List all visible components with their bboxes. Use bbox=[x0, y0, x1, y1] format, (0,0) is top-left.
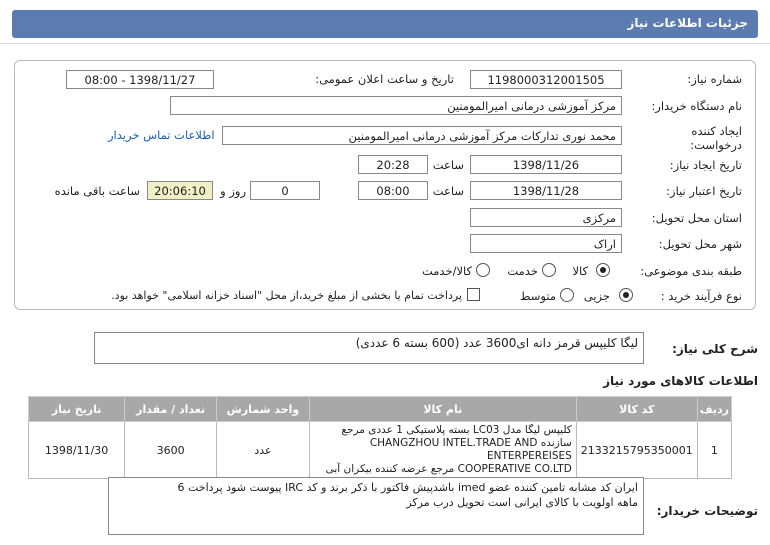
created-date-label: تاریخ ایجاد نیاز: bbox=[669, 158, 742, 172]
province-label: استان محل تحویل: bbox=[651, 211, 742, 225]
validity-time-label: ساعت bbox=[432, 184, 464, 198]
items-table bbox=[28, 396, 732, 479]
category-radio-goods-service[interactable] bbox=[476, 263, 490, 277]
city-label: شهر محل تحویل: bbox=[658, 237, 742, 251]
cell-name bbox=[309, 422, 576, 479]
province-field: مرکزی bbox=[470, 208, 622, 227]
category-option-goods-service: کالا/خدمت bbox=[421, 264, 472, 278]
col-date: تاریخ نیاز bbox=[29, 397, 125, 422]
summary-field: لیگا کلیپس قرمز دانه ای3600 عدد (600 بسته 6 عددی) bbox=[94, 332, 644, 364]
process-radio-medium[interactable] bbox=[560, 288, 574, 302]
cell-date: 1398/11/30 bbox=[29, 422, 125, 479]
need-number-label: شماره نیاز: bbox=[687, 72, 742, 86]
cell-code: 2133215795350001 bbox=[576, 422, 697, 479]
category-radio-goods[interactable] bbox=[596, 263, 610, 277]
buyer-contact-link[interactable]: اطلاعات تماس خریدار bbox=[108, 128, 215, 142]
category-label: طبقه بندی موضوعی: bbox=[640, 264, 742, 278]
category-option-goods: کالا bbox=[572, 264, 588, 278]
creator-label-2: درخواست: bbox=[690, 138, 742, 152]
cell-name-line-1: کلیپس لیگا مدل LC03 بسته پلاستیکی 1 عددی مرجع bbox=[341, 424, 572, 436]
treasury-payment-note: پرداخت تمام یا بخشی از مبلغ خرید،از محل "اسناد خزانه اسلامی" خواهد بود. bbox=[111, 289, 462, 302]
cell-qty: 3600 bbox=[125, 422, 217, 479]
col-name: نام کالا bbox=[309, 397, 576, 422]
validity-date-field: 1398/11/28 bbox=[470, 181, 622, 200]
buyer-org-field: مرکز آموزشی درمانی امیرالمومنین bbox=[170, 96, 622, 115]
summary-label: شرح کلی نیاز: bbox=[672, 342, 758, 356]
validity-label: تاریخ اعتبار نیاز: bbox=[666, 184, 742, 198]
cell-name-line-2: سازنده CHANGZHOU INTEL.TRADE AND ENTERPEREISES bbox=[369, 437, 572, 462]
announce-label: تاریخ و ساعت اعلان عمومی: bbox=[315, 72, 454, 86]
notes-field bbox=[108, 477, 644, 535]
category-option-service: خدمت bbox=[507, 264, 538, 278]
items-section-title: اطلاعات کالاهای مورد نیاز bbox=[603, 374, 758, 388]
col-unit: واحد شمارش bbox=[217, 397, 310, 422]
col-code: کد کالا bbox=[576, 397, 697, 422]
items-table-header bbox=[29, 397, 732, 422]
created-time-field: 20:28 bbox=[358, 155, 428, 174]
validity-time-field: 08:00 bbox=[358, 181, 428, 200]
city-field: اراک bbox=[470, 234, 622, 253]
creator-label-1: ایجاد کننده bbox=[691, 124, 742, 138]
cell-unit: عدد bbox=[217, 422, 310, 479]
notes-label: توضیحات خریدار: bbox=[656, 504, 758, 518]
created-time-label: ساعت bbox=[432, 158, 464, 172]
need-number-field: 1198000312001505 bbox=[470, 70, 622, 89]
notes-line-2: ماهه اولویت با کالای ایرانی است تحویل درب مرکز bbox=[406, 496, 638, 509]
notes-line-1: ایران کد مشابه تامین کننده عضو imed باشدپیش فاکتور با ذکر برند و کد IRC پیوست شود پرداخت 6 bbox=[177, 481, 638, 494]
created-date-field: 1398/11/26 bbox=[470, 155, 622, 174]
creator-field: محمد نوری تدارکات مرکز آموزشی درمانی امیرالمومنین bbox=[222, 126, 622, 145]
page-header bbox=[0, 0, 770, 44]
col-row: ردیف bbox=[697, 397, 731, 422]
remaining-time-field: 20:06:10 bbox=[147, 181, 213, 200]
cell-row: 1 bbox=[697, 422, 731, 479]
days-label: روز و bbox=[220, 184, 246, 198]
category-radio-service[interactable] bbox=[542, 263, 556, 277]
cell-name-line-3: COOPERATIVE CO.LTD مرجع عرضه کننده بیکران آبی bbox=[325, 463, 572, 475]
treasury-payment-checkbox[interactable] bbox=[467, 288, 480, 301]
process-option-medium: متوسط bbox=[519, 289, 556, 303]
process-radio-minor[interactable] bbox=[619, 288, 633, 302]
process-label: نوع فرآیند خرید : bbox=[660, 289, 742, 303]
remaining-label: ساعت باقی مانده bbox=[54, 184, 140, 198]
col-qty: تعداد / مقدار bbox=[125, 397, 217, 422]
page-title: جزئیات اطلاعات نیاز bbox=[12, 10, 758, 38]
process-option-minor: جزیی bbox=[583, 289, 610, 303]
announce-field: 1398/11/27 - 08:00 bbox=[66, 70, 214, 89]
buyer-org-label: نام دستگاه خریدار: bbox=[651, 99, 742, 113]
days-field: 0 bbox=[250, 181, 320, 200]
table-row bbox=[29, 422, 732, 479]
